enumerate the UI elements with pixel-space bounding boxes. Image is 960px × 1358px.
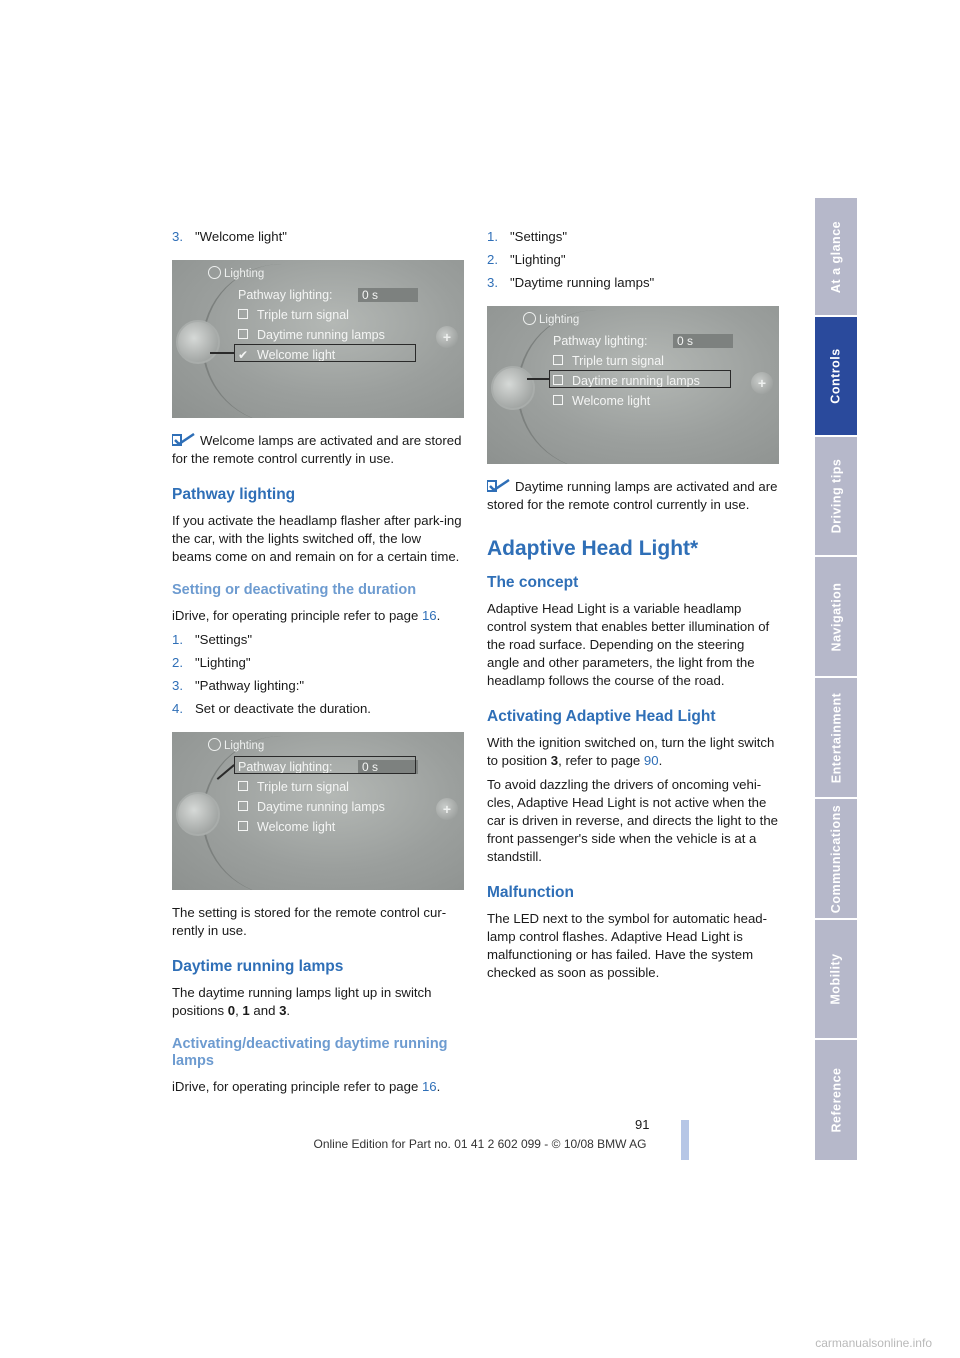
page-link[interactable]: 16 <box>421 608 437 623</box>
activating-body: With the ignition switched on, turn the light switch to position 3, refer to page 90. <box>487 735 775 768</box>
left-column <box>172 228 464 1102</box>
tab-communications[interactable]: Communications <box>815 799 857 918</box>
step-number: 3. <box>172 229 183 244</box>
highlight-box <box>549 370 731 388</box>
heading-malfunction: Malfunction <box>487 884 574 901</box>
checkmark-icon <box>172 433 196 447</box>
controller-knob-icon <box>176 792 220 836</box>
highlight-box <box>234 756 416 774</box>
leader-line <box>210 352 234 354</box>
leader-line <box>527 378 549 380</box>
stored-note: The setting is stored for the remote control cur-rently in use. <box>172 905 447 938</box>
tab-mobility[interactable]: Mobility <box>815 920 857 1038</box>
page-link[interactable]: 16 <box>421 1079 437 1094</box>
screen-item: Triple turn signal <box>238 778 349 796</box>
tab-navigation[interactable]: Navigation <box>815 557 857 676</box>
lighting-icon <box>208 738 221 751</box>
duration-step: 4. Set or deactivate the duration. <box>172 701 371 716</box>
lighting-icon <box>208 266 221 279</box>
pathway-body: If you activate the headlamp flasher after park-ing the car, with the lights switched off, the low beams come on and remain on for a certain time. <box>172 513 462 564</box>
plus-icon: + <box>436 326 458 348</box>
screen-item-selected: ✔ Welcome light <box>238 348 336 362</box>
heading-concept: The concept <box>487 574 579 591</box>
dazzle-body: To avoid dazzling the drivers of oncoming vehi-cles, Adaptive Head Light is not active when the car is driven in reverse, and directs the light to the front passenger's side when the vehicle is at a standstill. <box>487 777 779 864</box>
highlight-box <box>234 344 416 362</box>
screen-item: Daytime running lamps <box>238 798 385 816</box>
idrive-screen-daytime-running-lamps <box>487 306 779 464</box>
screen-title: Lighting <box>208 737 264 755</box>
screen-title: Lighting <box>523 311 579 329</box>
page-link[interactable]: 90 <box>643 753 659 768</box>
drl-step: 2. "Lighting" <box>487 252 566 267</box>
tab-entertainment[interactable]: Entertainment <box>815 678 857 797</box>
drl-body: The daytime running lamps light up in switch positions 0, 1 and 3. <box>172 985 432 1018</box>
idrive-screen-pathway-lighting <box>172 732 464 890</box>
drl-note: Daytime running lamps are activated and are stored for the remote control currently in use. <box>487 479 778 512</box>
screen-title: Lighting <box>208 265 264 283</box>
drl-step: 3. "Daytime running lamps" <box>487 275 655 290</box>
concept-body: Adaptive Head Light is a variable headlamp control system that enables better illumination of the road surface. Depending on the steering angle and other parameters, the light from the headlamp follows the course of the road. <box>487 601 770 688</box>
welcome-note: Welcome lamps are activated and are stored for the remote control currently in use. <box>172 433 462 466</box>
screen-pathway-row: Pathway lighting: <box>238 288 333 302</box>
idrive-screen-welcome-light <box>172 260 464 418</box>
checkmark-icon <box>487 479 511 493</box>
watermark: carmanualsonline.info <box>815 1336 932 1350</box>
screen-item: Daytime running lamps <box>238 326 385 344</box>
tab-at-a-glance[interactable]: At a glance <box>815 198 857 315</box>
heading-setting-duration: Setting or deactivating the duration <box>172 582 417 598</box>
screen-item: Welcome light <box>238 818 335 836</box>
step-text: "Welcome light" <box>195 229 287 244</box>
controller-knob-icon <box>491 366 535 410</box>
right-column <box>487 228 779 988</box>
idrive-reference: iDrive, for operating principle refer to page 16. <box>172 1079 441 1094</box>
footer: Online Edition for Part no. 01 41 2 602 099 - © 10/08 BMW AG <box>313 1137 647 1151</box>
tab-controls[interactable]: Controls <box>815 317 857 435</box>
heading-daytime-running-lamps: Daytime running lamps <box>172 958 344 975</box>
page-number: 91 <box>635 1117 650 1132</box>
tab-reference[interactable]: Reference <box>815 1040 857 1160</box>
screen-item: Triple turn signal <box>553 352 664 370</box>
screen-pathway-value: 0 s <box>358 760 418 774</box>
duration-step: 2. "Lighting" <box>172 655 251 670</box>
chapter-tabs <box>815 198 857 1160</box>
malfunction-body: The LED next to the symbol for automatic head-lamp control flashes. Adaptive Head Light is malfunctioning or has failed. Have the system checked as soon as possible. <box>487 911 768 980</box>
controller-knob-icon <box>176 320 220 364</box>
tab-driving-tips[interactable]: Driving tips <box>815 437 857 555</box>
heading-activating-drl: Activating/deactivating daytime running lamps <box>172 1036 448 1069</box>
lighting-icon <box>523 312 536 325</box>
plus-icon: + <box>751 372 773 394</box>
heading-pathway-lighting: Pathway lighting <box>172 486 296 503</box>
heading-activating-ahl: Activating Adaptive Head Light <box>487 708 716 725</box>
screen-item: Daytime running lamps <box>553 372 700 390</box>
screen-pathway-row: Pathway lighting: <box>238 760 333 774</box>
duration-step: 1. "Settings" <box>172 632 253 647</box>
step-welcome-light <box>172 228 464 246</box>
screen-pathway-row: Pathway lighting: <box>553 334 648 348</box>
screen-pathway-value: 0 s <box>673 334 733 348</box>
idrive-reference: iDrive, for operating principle refer to page 16. <box>172 608 441 623</box>
screen-pathway-value: 0 s <box>358 288 418 302</box>
drl-step: 1. "Settings" <box>487 229 568 244</box>
heading-adaptive-head-light: Adaptive Head Light* <box>487 537 699 560</box>
screen-item: Welcome light <box>553 392 650 410</box>
screen-item: Triple turn signal <box>238 306 349 324</box>
plus-icon: + <box>436 798 458 820</box>
duration-step: 3. "Pathway lighting:" <box>172 678 305 693</box>
